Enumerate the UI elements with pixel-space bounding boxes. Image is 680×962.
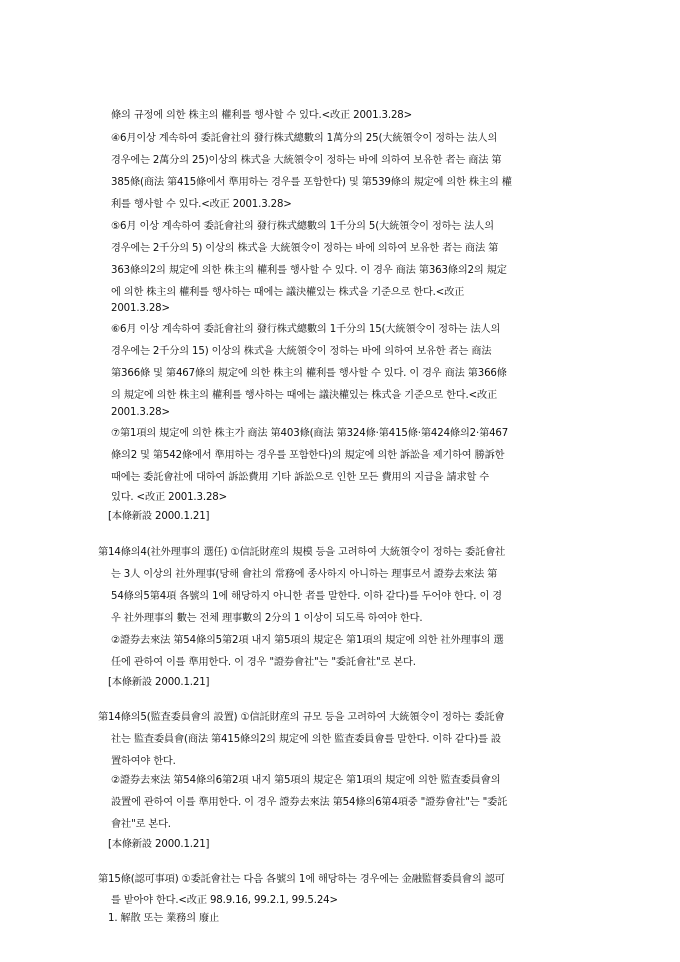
text-line: 2001.3.28> (111, 303, 170, 314)
text-line: 경우에는 2千分의 5) 이상의 株式을 大統領令이 정하는 바에 의하여 보유한 者는 商法 第 (111, 243, 499, 254)
text-line: ②證券去來法 第54條의5第2項 내지 第5項의 規定은 第1項의 規定에 의한 社外理事의 選 (111, 635, 504, 646)
article-heading-line: 第15條(認可事項) ①委託會社는 다음 各號의 1에 해당하는 경우에는 金融監督委員會의 認可 (98, 874, 505, 885)
text-line: [本條新設 2000.1.21] (108, 511, 210, 522)
text-line: 條의 규정에 의한 株主의 權利를 행사할 수 있다.<改正 2001.3.28> (111, 110, 413, 121)
text-line: ②證券去來法 第54條의6第2項 내지 第5項의 規定은 第1項의 規定에 의한 監査委員會의 (111, 775, 501, 786)
text-line: ⑦第1項의 規定에 의한 株主가 商法 第403條(商法 第324條·第415條·第424條의2·第467 (111, 428, 509, 439)
text-line: [本條新設 2000.1.21] (108, 677, 210, 688)
text-line: 때에는 委託會社에 대하여 訴訟費用 기타 訴訟으로 인한 모든 費用의 지급을 請求할 수 (111, 472, 490, 483)
text-line: 任에 관하여 이를 準用한다. 이 경우 "證券會社"는 "委託會社"로 본다. (111, 657, 416, 668)
text-line: 第366條 및 第467條의 規定에 의한 株主의 權利를 행사할 수 있다. 이 경우 商法 第366條 (111, 368, 507, 379)
text-line: ④6月이상 계속하여 委託會社의 發行株式總數의 1萬分의 25(大統領令이 정하는 法人의 (111, 133, 498, 144)
text-line: 에 의한 株主의 權利를 행사하는 때에는 議決權있는 株式을 기준으로 한다.<改正 (111, 287, 465, 298)
article-heading-line: 第14條의4(社外理事의 選任) ①信託財産의 規模 등을 고려하여 大統領令이 정하는 委託會社 (98, 547, 506, 558)
text-line: 置하여야 한다. (111, 756, 176, 767)
text-line: 있다. <改正 2001.3.28> (111, 492, 227, 503)
text-line: ⑥6月 이상 계속하여 委託會社의 發行株式總數의 1千分의 15(大統領令이 정하는 法人의 (111, 324, 501, 335)
article-heading-line: 第14條의5(監査委員會의 設置) ①信託財産의 규모 등을 고려하여 大統領令이 정하는 委託會 (98, 712, 505, 723)
text-line: 條의2 및 第542條에서 準用하는 경우를 포함한다)의 規定에 의한 訴訟을 제기하여 勝訴한 (111, 450, 505, 461)
list-item: 1. 解散 또는 業務의 廢止 (108, 913, 220, 924)
text-line: 의 規定에 의한 株主의 權利를 행사하는 때에는 議決權있는 株式을 기준으로 한다.<改正 (111, 390, 498, 401)
text-line: 363條의2의 規定에 의한 株主의 權利를 행사할 수 있다. 이 경우 商法 第363條의2의 規定 (111, 265, 507, 276)
text-line: 利를 행사할 수 있다.<改正 2001.3.28> (111, 199, 292, 210)
text-line: 경우에는 2萬分의 25)이상의 株式을 大統領令이 정하는 바에 의하여 보유한 者는 商法 第 (111, 155, 502, 166)
text-line: 경우에는 2千分의 15) 이상의 株式을 大統領令이 정하는 바에 의하여 보유한 者는 商法 (111, 346, 492, 357)
text-line: 2001.3.28> (111, 407, 170, 418)
text-line: 設置에 관하여 이를 準用한다. 이 경우 證券去來法 第54條의6第4項중 "證券會社"는 "委託 (111, 797, 508, 808)
text-line: 를 받아야 한다.<改正 98.9.16, 99.2.1, 99.5.24> (111, 895, 338, 906)
text-line: [本條新設 2000.1.21] (108, 839, 210, 850)
text-line: 는 3人 이상의 社外理事(당해 會社의 常務에 종사하지 아니하는 理事로서 證券去來法 第 (111, 569, 498, 580)
text-line: 社는 監査委員會(商法 第415條의2의 規定에 의한 監査委員會를 말한다. 이하 같다)를 設 (111, 734, 501, 745)
text-line: 우 社外理事의 數는 전체 理事數의 2分의 1 이상이 되도록 하여야 한다. (111, 613, 423, 624)
text-line: 會社"로 본다. (111, 819, 171, 830)
text-line: 54條의5第4項 各號의 1에 해당하지 아니한 者를 말한다. 이하 같다)를 두어야 한다. 이 경 (111, 591, 502, 602)
text-line: ⑤6月 이상 계속하여 委託會社의 發行株式總數의 1千分의 5(大統領令이 정하는 法人의 (111, 221, 494, 232)
text-line: 385條(商法 第415條에서 準用하는 경우를 포함한다) 및 第539條의 規定에 의한 株主의 權 (111, 177, 512, 188)
